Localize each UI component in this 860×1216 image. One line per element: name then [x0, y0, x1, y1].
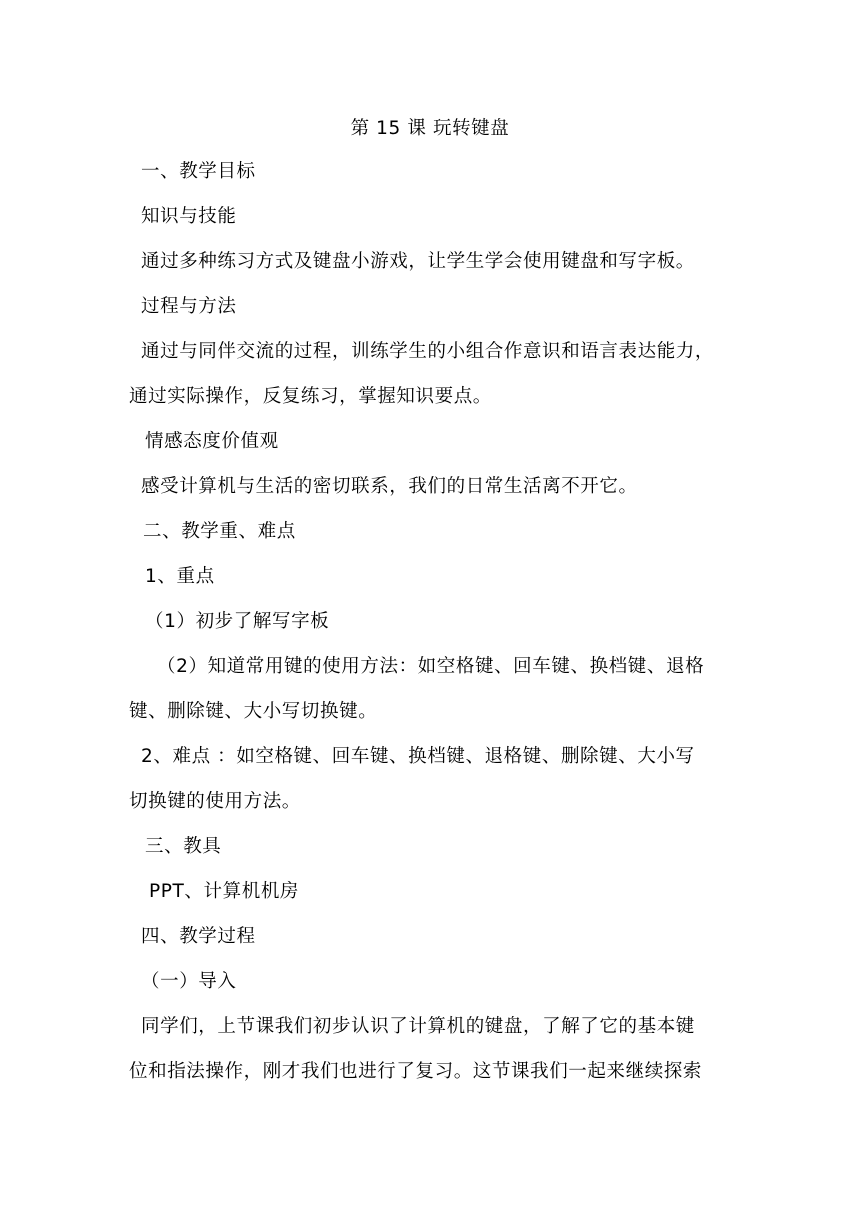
list-item: （1）初步了解写字板: [145, 611, 330, 632]
subheading-process-methods: 过程与方法: [141, 296, 237, 317]
section-heading-tools: 三、教具: [145, 836, 222, 857]
paragraph-line: 同学们，上节课我们初步认识了计算机的键盘，了解了它的基本键: [141, 1016, 695, 1037]
paragraph-line: 通过与同伴交流的过程，训练学生的小组合作意识和语言表达能力，: [141, 341, 715, 362]
subheading-focus: 1、重点: [145, 566, 215, 587]
subheading-knowledge-skills: 知识与技能: [141, 206, 237, 227]
section-heading-key-points: 二、教学重、难点: [143, 521, 296, 542]
paragraph-line: 位和指法操作，刚才我们也进行了复习。这节课我们一起来继续探索: [129, 1061, 703, 1082]
subheading-values: 情感态度价值观: [145, 431, 279, 452]
subheading-difficulty: 2、难点 ：如空格键、回车键、换档键、退格键、删除键、大小写: [141, 746, 695, 767]
paragraph-line: PPT、计算机机房: [149, 881, 300, 902]
list-item-continuation: 键、删除键、大小写切换键。: [129, 701, 378, 722]
section-heading-process: 四、教学过程: [141, 926, 256, 947]
paragraph-line: 通过多种练习方式及键盘小游戏，让学生学会使用键盘和写字板。: [141, 251, 695, 272]
paragraph-line: 感受计算机与生活的密切联系，我们的日常生活离不开它。: [141, 476, 638, 497]
subheading-introduction: （一）导入: [141, 971, 237, 992]
list-item: （2）知道常用键的使用方法：如空格键、回车键、换档键、退格: [157, 656, 705, 677]
paragraph-line: 切换键的使用方法。: [129, 791, 301, 812]
lesson-title: 第 15 课 玩转键盘: [350, 118, 510, 139]
section-heading-objectives: 一、教学目标: [141, 161, 256, 182]
paragraph-line: 通过实际操作，反复练习，掌握知识要点。: [129, 386, 492, 407]
